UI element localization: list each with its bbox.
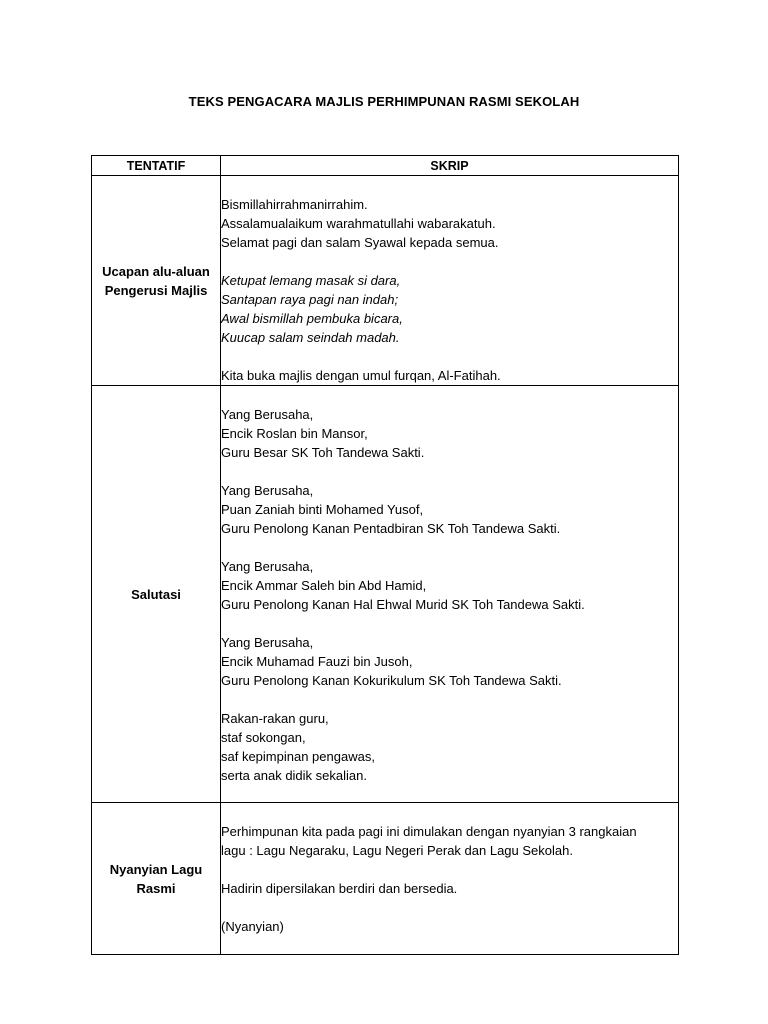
script-line: Perhimpunan kita pada pagi ini dimulakan dengan nyanyian 3 rangkaian (221, 824, 637, 839)
table-header-row (92, 156, 679, 176)
table-row (92, 176, 679, 386)
script-line: serta anak didik sekalian. (221, 768, 367, 783)
tentatif-label: Pengerusi Majlis (104, 282, 208, 298)
skrip-cell (221, 176, 679, 386)
tentatif-label: Salutasi (131, 586, 181, 602)
script-line: Kita buka majlis dengan umul furqan, Al-Fatihah. (221, 368, 501, 383)
script-line: Guru Penolong Kanan Kokurikulum SK Toh Tandewa Sakti. (221, 673, 562, 688)
tentatif-cell (92, 803, 221, 955)
pantun-line: Kuucap salam seindah madah. (221, 330, 400, 345)
tentatif-cell (92, 386, 221, 803)
script-line: lagu : Lagu Negaraku, Lagu Negeri Perak dan Lagu Sekolah. (221, 843, 573, 858)
script-line: Guru Besar SK Toh Tandewa Sakti. (221, 445, 425, 460)
script-line: Guru Penolong Kanan Hal Ehwal Murid SK Toh Tandewa Sakti. (221, 597, 585, 612)
script-line: Puan Zaniah binti Mohamed Yusof, (221, 502, 424, 517)
script-line: Encik Ammar Saleh bin Abd Hamid, (221, 578, 427, 593)
pantun-line: Santapan raya pagi nan indah; (221, 292, 399, 307)
script-line: Selamat pagi dan salam Syawal kepada semua. (221, 235, 499, 250)
tentatif-cell (92, 176, 221, 386)
script-line: (Nyanyian) (221, 919, 284, 934)
script-line: Encik Muhamad Fauzi bin Jusoh, (221, 654, 413, 669)
script-line: Yang Berusaha, (221, 483, 314, 498)
header-tentatif: TENTATIF (92, 156, 221, 176)
header-skrip: SKRIP (221, 156, 679, 176)
pantun-line: Ketupat lemang masak si dara, (221, 273, 401, 288)
script-line: Encik Roslan bin Mansor, (221, 426, 368, 441)
script-line: staf sokongan, (221, 730, 306, 745)
tentatif-label: Nyanyian Lagu (109, 861, 203, 877)
tentatif-label: Rasmi (136, 880, 176, 896)
skrip-cell (221, 803, 679, 955)
tentatif-label: Ucapan alu-aluan (102, 263, 210, 279)
script-table (91, 155, 679, 955)
script-line: saf kepimpinan pengawas, (221, 749, 375, 764)
pantun-line: Awal bismillah pembuka bicara, (221, 311, 403, 326)
page-title: TEKS PENGACARA MAJLIS PERHIMPUNAN RASMI SEKOLAH (188, 94, 580, 109)
table-row (92, 386, 679, 803)
script-line: Yang Berusaha, (221, 407, 314, 422)
script-line: Hadirin dipersilakan berdiri dan bersedia. (221, 881, 458, 896)
script-line: Yang Berusaha, (221, 559, 314, 574)
skrip-cell (221, 386, 679, 803)
script-line: Rakan-rakan guru, (221, 711, 329, 726)
script-line: Assalamualaikum warahmatullahi wabarakatuh. (221, 216, 496, 231)
script-line: Yang Berusaha, (221, 635, 314, 650)
script-line: Guru Penolong Kanan Pentadbiran SK Toh Tandewa Sakti. (221, 521, 561, 536)
script-line: Bismillahirrahmanirrahim. (221, 197, 368, 212)
table-row (92, 803, 679, 955)
